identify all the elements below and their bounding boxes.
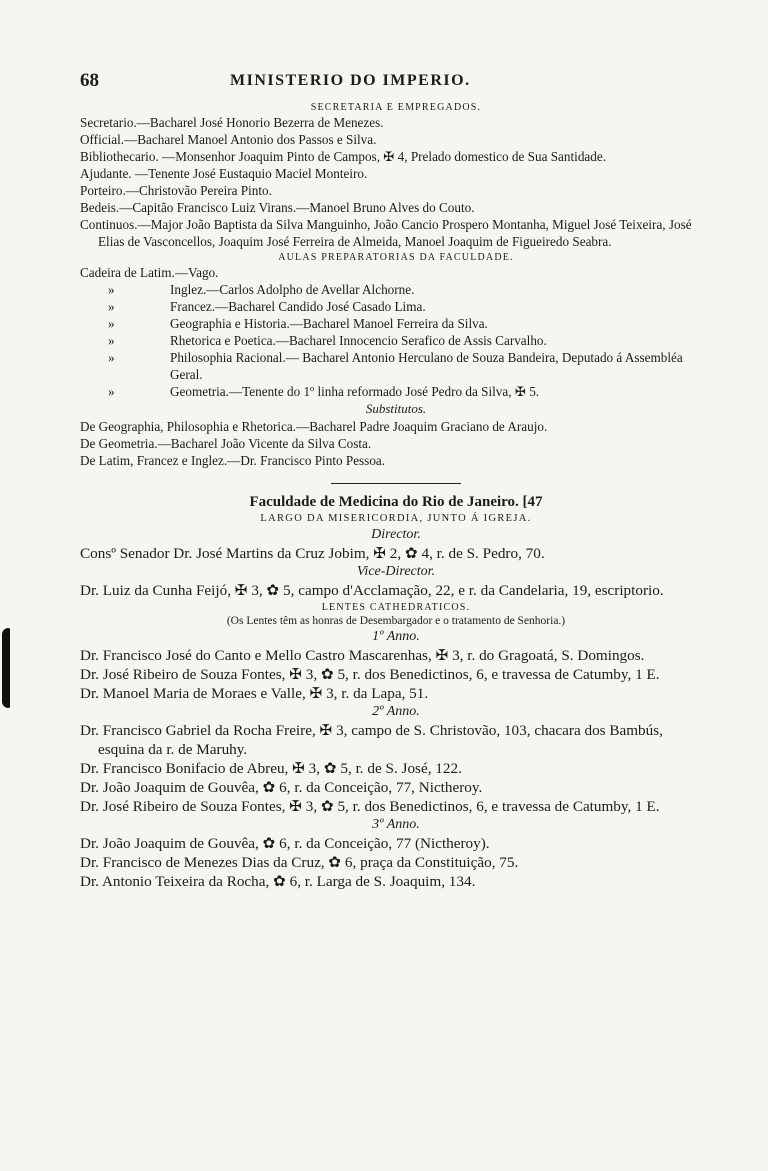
running-title: MINISTERIO DO IMPERIO. [230, 72, 471, 89]
secretaria-heading: SECRETARIA E EMPREGADOS. [310, 102, 482, 113]
lente-entry: Dr. Francisco José do Canto e Mello Castro Mascarenhas, ✠ 3, r. do Gragoatá, S. Domingos. [80, 647, 645, 664]
ditto-mark: » [108, 282, 115, 297]
vice-director-label: Vice-Director. [356, 564, 436, 579]
document-page [80, 70, 712, 891]
page-header [80, 70, 712, 100]
cadeira-item [80, 298, 712, 315]
secretaria-line: Official.—Bacharel Manoel Antonio dos Passos e Silva. [80, 132, 377, 147]
ditto-mark: » [108, 316, 115, 331]
cadeira-text: Geometria.—Tenente do 1º linha reformado José Pedro da Silva, ✠ 5. [170, 384, 540, 399]
substituto-line: De Geographia, Philosophia e Rhetorica.—Bacharel Padre Joaquim Graciano de Araujo. [80, 419, 548, 434]
lente-entry: Dr. Francisco de Menezes Dias da Cruz, ✿ 6, praça da Constituição, 75. [80, 854, 519, 871]
director-entry: Consº Senador Dr. José Martins da Cruz Jobim, ✠ 2, ✿ 4, r. de S. Pedro, 70. [80, 545, 545, 562]
ditto-mark: » [108, 333, 115, 348]
secretaria-line: Bedeis.—Capitão Francisco Luiz Virans.—Manoel Bruno Alves do Couto. [80, 200, 475, 215]
director-label: Director. [371, 527, 421, 542]
vice-director-entry: Dr. Luiz da Cunha Feijó, ✠ 3, ✿ 5, campo d'Acclamação, 22, e r. da Candelaria, 19, escriptorio. [80, 582, 664, 599]
lente-entry: Dr. João Joaquim de Gouvêa, ✿ 6, r. da Conceição, 77 (Nictheroy). [80, 835, 490, 852]
ano-1-label: 1º Anno. [372, 629, 420, 644]
ano-3-label: 3º Anno. [372, 817, 420, 832]
aulas-heading: AULAS PREPARATORIAS DA FACULDADE. [278, 252, 514, 263]
cadeira-latim: Cadeira de Latim.—Vago. [80, 265, 219, 280]
lente-entry: Dr. João Joaquim de Gouvêa, ✿ 6, r. da Conceição, 77, Nictheroy. [80, 779, 483, 796]
cadeira-item [80, 332, 712, 349]
cadeira-text: Rhetorica e Poetica.—Bacharel Innocencio Serafico de Assis Carvalho. [170, 333, 547, 348]
ditto-mark: » [108, 350, 115, 365]
cadeira-item [80, 281, 712, 298]
lente-entry: Dr. José Ribeiro de Souza Fontes, ✠ 3, ✿ 5, r. dos Benedictinos, 6, e travessa de Catumby, 1 E. [80, 666, 660, 683]
substituto-line: De Latim, Francez e Inglez.—Dr. Francisco Pinto Pessoa. [80, 453, 386, 468]
lentes-heading: LENTES CATHEDRATICOS. [321, 602, 471, 613]
lente-entry: Dr. Antonio Teixeira da Rocha, ✿ 6, r. Larga de S. Joaquim, 134. [80, 873, 476, 890]
cadeira-text: Francez.—Bacharel Candido José Casado Lima. [170, 299, 426, 314]
cadeira-item [80, 315, 712, 332]
cadeira-text: Inglez.—Carlos Adolpho de Avellar Alchorne. [170, 282, 415, 297]
cadeira-item [80, 349, 712, 383]
lentes-note: (Os Lentes têm as honras de Desembargador e o tratamento de Senhoria.) [226, 615, 566, 627]
page-number: 68 [80, 70, 99, 91]
faculdade-title: Faculdade de Medicina do Rio de Janeiro. [47 [249, 494, 543, 510]
ditto-mark: » [108, 299, 115, 314]
lente-entry: Dr. Manoel Maria de Moraes e Valle, ✠ 3, r. da Lapa, 51. [80, 685, 429, 702]
faculdade-address: LARGO DA MISERICORDIA, JUNTO Á IGREJA. [260, 513, 532, 524]
secretaria-line: Secretario.—Bacharel José Honorio Bezerra de Menezes. [80, 115, 384, 130]
page-edge-mark [2, 628, 10, 708]
section-divider [331, 483, 461, 484]
cadeira-item [80, 383, 712, 400]
lente-entry: Dr. Francisco Bonifacio de Abreu, ✠ 3, ✿ 5, r. de S. José, 122. [80, 760, 462, 777]
secretaria-line: Bibliothecario. —Monsenhor Joaquim Pinto de Campos, ✠ 4, Prelado domestico de Sua Santidade. [80, 149, 607, 164]
substituto-line: De Geometria.—Bacharel João Vicente da Silva Costa. [80, 436, 372, 451]
cadeira-text: Geographia e Historia.—Bacharel Manoel Ferreira da Silva. [170, 316, 488, 331]
secretaria-line: Ajudante. —Tenente José Eustaquio Maciel Monteiro. [80, 166, 368, 181]
substitutos-heading: Substitutos. [365, 401, 427, 416]
cadeira-text: Philosophia Racional.— Bacharel Antonio Herculano de Souza Bandeira, Deputado á Assembléa Geral. [170, 350, 683, 382]
ditto-mark: » [108, 384, 115, 399]
lente-entry: Dr. José Ribeiro de Souza Fontes, ✠ 3, ✿ 5, r. dos Benedictinos, 6, e travessa de Catumby, 1 E. [80, 798, 660, 815]
lente-entry: Dr. Francisco Gabriel da Rocha Freire, ✠ 3, campo de S. Christovão, 103, chacara dos Bambús, esquina da r. de Maruhy. [80, 722, 663, 758]
secretaria-line: Porteiro.—Christovão Pereira Pinto. [80, 183, 272, 198]
ano-2-label: 2º Anno. [372, 704, 420, 719]
secretaria-line: Continuos.—Major João Baptista da Silva Manguinho, João Cancio Prospero Montanha, Miguel José Teixeira, José Elias de Vasconcellos, Joaquim José Ferreira de Almeida, Manoel Joaquim de Figueiredo Seabra. [80, 217, 692, 249]
